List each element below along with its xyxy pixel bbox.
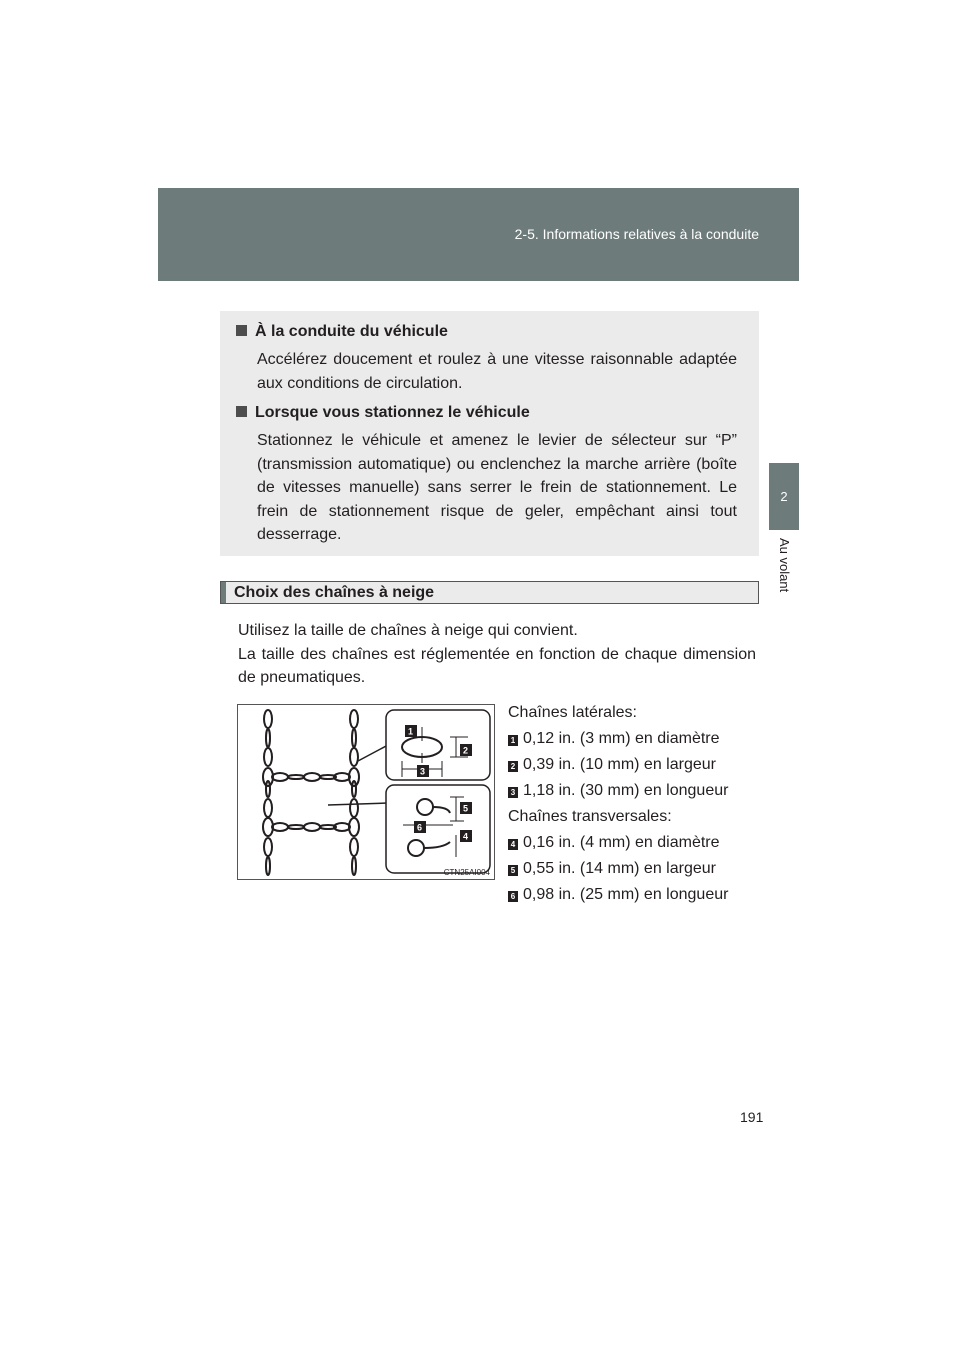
spec-row: 2 0,39 in. (10 mm) en largeur xyxy=(508,752,768,778)
number-box-icon: 6 xyxy=(508,891,518,902)
section-title-text: Choix des chaînes à neige xyxy=(234,584,435,601)
number-box-icon: 4 xyxy=(508,839,518,850)
chapter-tab-label: Au volant xyxy=(777,538,792,593)
spec-row: 1 0,12 in. (3 mm) en diamètre xyxy=(508,726,768,752)
number-box-icon: 5 xyxy=(508,865,518,876)
chapter-title: 2-5. Informations relatives à la conduite xyxy=(514,226,759,242)
intro-line: Utilisez la taille de chaînes à neige qui convient. xyxy=(238,622,578,639)
side-chains-label: Chaînes latérales: xyxy=(508,704,637,721)
page-number: 191 xyxy=(740,1109,764,1125)
figure-code: CTN25AI004 xyxy=(443,868,490,877)
number-box-icon: 1 xyxy=(508,735,518,746)
section-title-bar xyxy=(221,582,226,603)
info-heading: Lorsque vous stationnez le véhicule xyxy=(236,401,737,425)
intro-line: La taille des chaînes est réglementée en fonction de chaque dimension de pneumatiques. xyxy=(238,645,756,686)
spec-row: 6 0,98 in. (25 mm) en longueur xyxy=(508,882,768,908)
snow-chain-illustration xyxy=(237,704,495,880)
number-box-icon: 2 xyxy=(508,761,518,772)
chapter-tab: 2 xyxy=(769,463,799,530)
info-text: Stationnez le véhicule et amenez le levier de sélecteur sur “P” (transmission automatique) ou enclenchez la marche arrière (boîte de vitesses manuelle) sans serrer le frein de stationnement. Le frein de stationnement risque de geler, empêchant ainsi tout desserrage. xyxy=(257,432,737,543)
section-intro xyxy=(238,619,756,690)
square-bullet-icon xyxy=(236,406,247,417)
square-bullet-icon xyxy=(236,325,247,336)
info-item xyxy=(236,401,737,547)
info-text: Accélérez doucement et roulez à une vitesse raisonnable adaptée aux conditions de circulation. xyxy=(257,351,737,392)
spec-row: 4 0,16 in. (4 mm) en diamètre xyxy=(508,830,768,856)
spec-row: 5 0,55 in. (14 mm) en largeur xyxy=(508,856,768,882)
cross-chains-label: Chaînes transversales: xyxy=(508,808,672,825)
callout-4: 4 xyxy=(463,831,469,842)
snow-chain-drawing xyxy=(238,705,494,879)
callout-6: 6 xyxy=(417,822,423,833)
callout-1: 1 xyxy=(408,726,414,737)
spec-row: 3 1,18 in. (30 mm) en longueur xyxy=(508,778,768,804)
info-item xyxy=(236,320,737,395)
chain-spec-list xyxy=(508,700,768,908)
info-box xyxy=(220,311,759,556)
number-box-icon: 3 xyxy=(508,787,518,798)
info-heading: À la conduite du véhicule xyxy=(236,320,737,344)
callout-5: 5 xyxy=(463,803,469,814)
header-band xyxy=(158,188,799,281)
section-title xyxy=(220,581,759,604)
callout-2: 2 xyxy=(463,745,469,756)
callout-3: 3 xyxy=(420,766,426,777)
